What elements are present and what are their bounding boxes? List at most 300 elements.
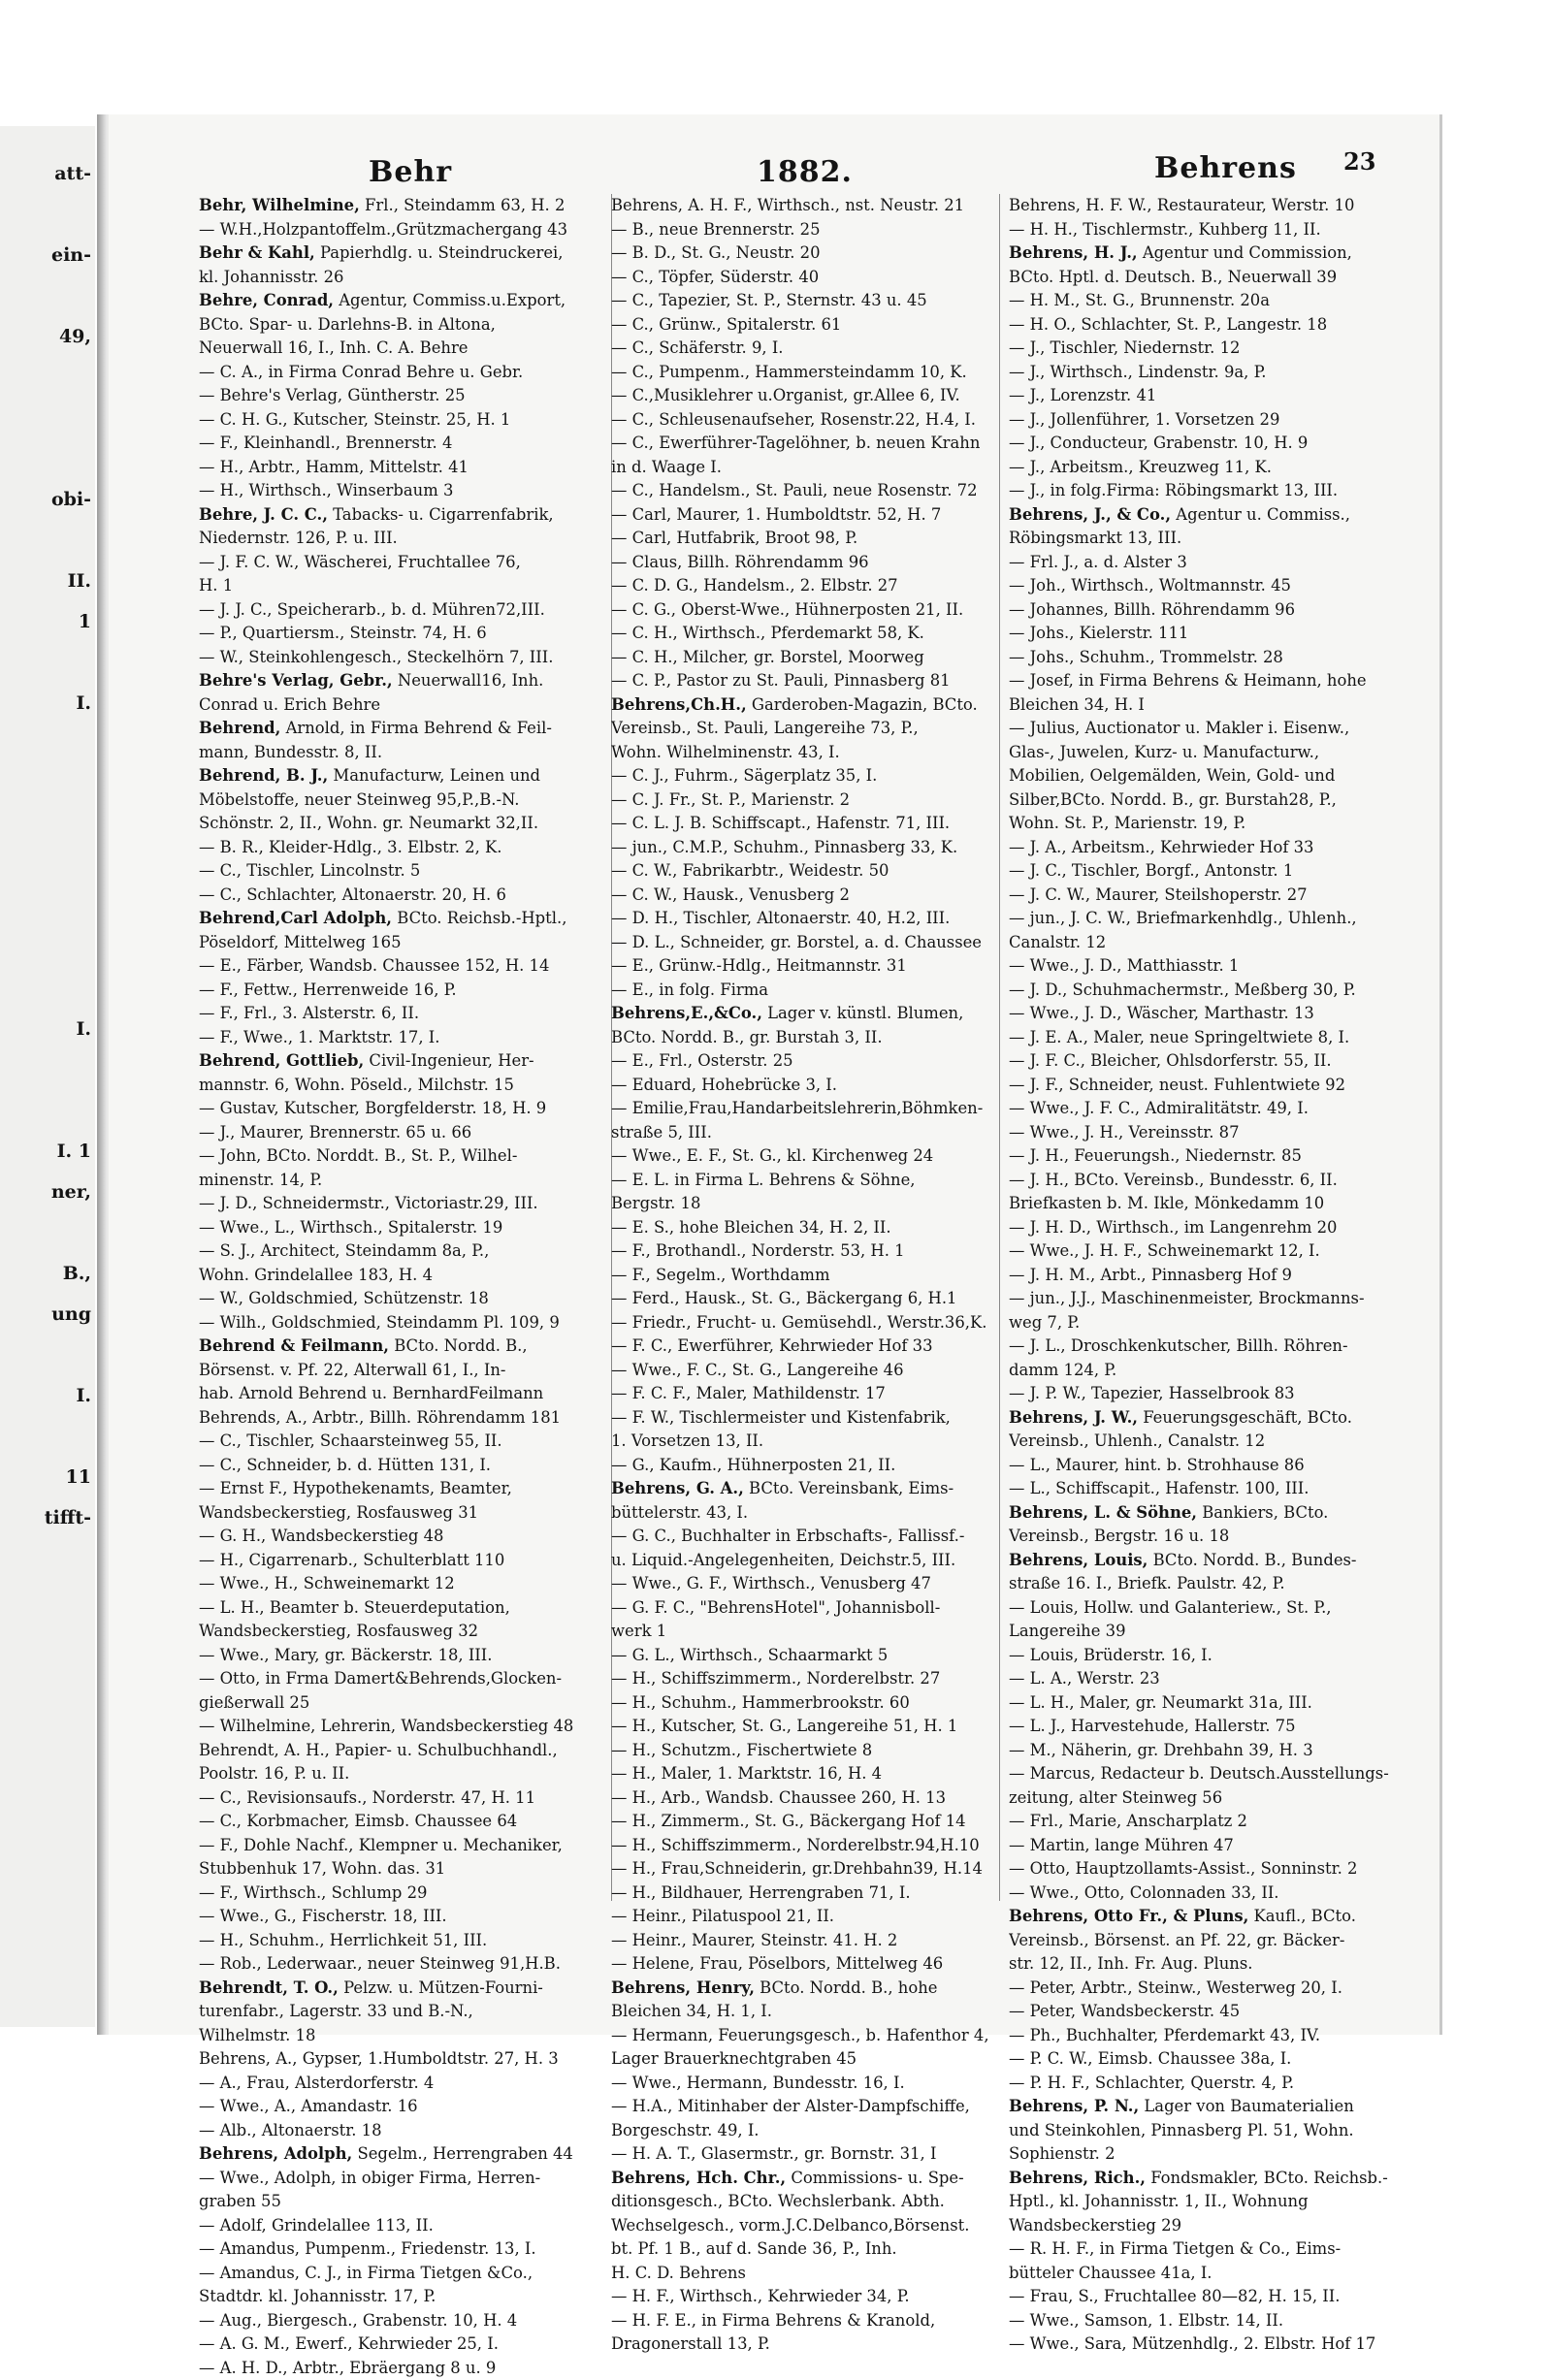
header-left: Behr [369,155,452,189]
entry-text: — Johannes, Billh. Röhrendamm 96 [1009,600,1295,619]
directory-entry [611,2214,999,2238]
directory-entry [199,2047,597,2072]
entry-name: Behrend,Carl Adolph, [199,909,392,927]
entry-text: — C. H., Milcher, gr. Borstel, Moorweg [611,648,924,666]
entry-text: — C. D. G., Handelsm., 2. Elbstr. 27 [611,576,898,595]
directory-entry [611,1905,999,1929]
entry-text: — C. H. G., Kutscher, Steinstr. 25, H. 1 [199,410,510,429]
entry-text: — C. W., Hausk., Venusberg 2 [611,885,850,904]
entry-text: — Otto, in Frma Damert&Behrends,Glocken- [199,1669,562,1688]
margin-fragment: tifft- [4,1509,91,1528]
entry-text: Borgeschstr. 49, I. [611,2121,760,2139]
directory-entry [1009,1335,1411,1359]
entry-text: — F., Segelm., Worthdamm [611,1266,830,1284]
header-year: 1882. [757,155,853,189]
directory-entry [199,1144,597,1169]
entry-text: — Wwe., Adolph, in obiger Firma, Herren- [199,2169,540,2187]
directory-entry [611,1169,999,1193]
directory-entry [611,1049,999,1074]
entry-name: Behrend, B. J., [199,766,328,785]
margin-fragment: ner, [4,1183,91,1202]
directory-entry [611,384,999,408]
entry-text: Wandsbeckerstieg, Rosfausweg 32 [199,1622,478,1640]
margin-fragment: I. [4,1387,91,1405]
entry-name: Behrend, Gottlieb, [199,1051,364,1070]
entry-text: Papierhdlg. u. Steindruckerei, [315,243,564,262]
directory-entry [199,1169,597,1193]
entry-text: — H., Schuhm., Herrlichkeit 51, III. [199,1931,487,1949]
directory-entry [199,2357,597,2380]
entry-text: — jun., J. C. W., Briefmarkenhdlg., Uhlenh., [1009,909,1357,927]
directory-entry [199,456,597,480]
directory-entry [199,2332,597,2357]
directory-entry [199,1454,597,1478]
directory-entry [611,2190,999,2214]
entry-text: — Martin, lange Mühren 47 [1009,1836,1234,1854]
directory-entry [1009,1002,1411,1026]
entry-text: BCto. Nordd. B., hohe [755,1978,938,1997]
entry-text: BCto. Hptl. d. Deutsch. B., Neuerwall 39 [1009,268,1337,286]
entry-text: Vereinsb., St. Pauli, Langereihe 73, P., [611,719,919,737]
directory-entry [1009,1572,1411,1596]
directory-entry [199,1002,597,1026]
entry-text: — Johs., Schuhm., Trommelstr. 28 [1009,648,1283,666]
directory-entry [199,669,597,693]
entry-text: — J., Jollenführer, 1. Vorsetzen 29 [1009,410,1279,429]
entry-text: — Otto, Hauptzollamts-Assist., Sonninstr. 2 [1009,1859,1357,1878]
directory-entry [1009,2047,1411,2072]
directory-entry [611,907,999,931]
entry-text: — M., Näherin, gr. Drehbahn 39, H. 3 [1009,1741,1313,1759]
directory-entry [199,788,597,813]
directory-entry [1009,1311,1411,1335]
directory-entry [199,741,597,765]
entry-text: — H., Arb., Wandsb. Chaussee 260, H. 13 [611,1788,946,1807]
directory-entry [199,2000,597,2024]
entry-text: — J. H., BCto. Vereinsb., Bundesstr. 6, II. [1009,1171,1338,1189]
directory-entry [1009,1406,1411,1431]
entry-text: — E., Grünw.-Hdlg., Heitmannstr. 31 [611,956,907,975]
entry-text: Vereinsb., Uhlenh., Canalstr. 12 [1009,1431,1265,1450]
directory-entry [199,1596,597,1621]
entry-text: — E., Frl., Osterstr. 25 [611,1051,793,1070]
entry-text: — Josef, in Firma Behrens & Heimann, hohe [1009,671,1367,690]
directory-entry [1009,1952,1411,1977]
entry-text: — Wwe., G., Fischerstr. 18, III. [199,1907,447,1925]
entry-text: — Julius, Auctionator u. Makler i. Eisenw., [1009,719,1349,737]
entry-text: — John, BCto. Norddt. B., St. P., Wilhel- [199,1146,517,1165]
directory-entry [199,1525,597,1549]
column-3 [1009,194,1411,2357]
directory-entry [199,1549,597,1573]
directory-entry [199,432,597,456]
directory-entry [199,2142,597,2167]
directory-entry [199,2167,597,2191]
directory-entry [611,2237,999,2262]
entry-text: — Wwe., Sara, Mützenhdlg., 2. Elbstr. Hof 17 [1009,2334,1375,2353]
entry-text: — jun., J.J., Maschinenmeister, Brockmanns- [1009,1289,1365,1307]
directory-entry [611,1739,999,1763]
entry-text: — D. L., Schneider, gr. Borstel, a. d. Chaussee [611,933,982,951]
entry-text: — Louis, Brüderstr. 16, I. [1009,1646,1212,1664]
margin-fragment: 1 [4,613,91,631]
directory-entry [1009,2000,1411,2024]
directory-entry [199,479,597,503]
directory-entry [611,1549,999,1573]
directory-entry [199,1382,597,1406]
entry-text: — Ernst F., Hypothekenamts, Beamter, [199,1479,512,1497]
entry-text: Vereinsb., Bergstr. 16 u. 18 [1009,1527,1229,1545]
directory-entry [1009,1762,1411,1786]
directory-entry [199,384,597,408]
directory-entry [1009,1049,1411,1074]
directory-entry [611,527,999,551]
directory-entry [1009,2309,1411,2333]
entry-text: — J. A., Arbeitsm., Kehrwieder Hof 33 [1009,838,1313,856]
directory-entry [199,646,597,670]
entry-name: Behre, J. C. C., [199,505,328,524]
directory-entry [611,1264,999,1288]
directory-entry [611,2262,999,2286]
entry-text: — Friedr., Frucht- u. Gemüsehdl., Werstr.36,K. [611,1313,986,1332]
entry-name: Behrens, Louis, [1009,1551,1148,1569]
entry-name: Behrens, Adolph, [199,2144,352,2163]
entry-text: Arnold, in Firma Behrend & Feil- [280,719,552,737]
directory-entry [199,1762,597,1786]
entry-text: — Wwe., J. F. C., Admiralitätstr. 49, I. [1009,1099,1309,1117]
entry-text: — Frau, S., Fruchtallee 80—82, H. 15, II. [1009,2287,1340,2305]
entry-text: — G. H., Wandsbeckerstieg 48 [199,1527,443,1545]
entry-text: — C. L. J. B. Schiffscapt., Hafenstr. 71, III. [611,814,950,832]
entry-text: — H., Wirthsch., Winserbaum 3 [199,481,453,499]
directory-entry [1009,1382,1411,1406]
entry-text: büttelerstr. 43, I. [611,1503,748,1522]
entry-text: — J. F. C., Bleicher, Ohlsdorferstr. 55, II. [1009,1051,1332,1070]
entry-text: — P. H. F., Schlachter, Querstr. 4, P. [1009,2074,1294,2092]
directory-entry [611,1715,999,1739]
entry-text: — B., neue Brennerstr. 25 [611,220,821,239]
directory-entry [611,1667,999,1691]
entry-name: Behre, Conrad, [199,291,334,309]
directory-entry [611,1216,999,1240]
entry-text: straße 5, III. [611,1123,712,1142]
directory-entry [611,693,999,718]
directory-entry [199,1406,597,1431]
directory-entry [199,907,597,931]
directory-entry [1009,408,1411,433]
entry-text: — W., Steinkohlengesch., Steckelhörn 7, III. [199,648,553,666]
directory-entry [611,1786,999,1811]
directory-entry [1009,1192,1411,1216]
directory-entry [199,1477,597,1501]
directory-entry [1009,2285,1411,2309]
directory-entry [611,313,999,338]
directory-entry [611,1977,999,2001]
entry-text: — C., Revisionsaufs., Norderstr. 47, H. 11 [199,1788,535,1807]
entry-text: — Amandus, Pumpenm., Friedenstr. 13, I. [199,2239,536,2258]
directory-entry [199,2024,597,2048]
directory-entry [1009,1905,1411,1929]
entry-text: in d. Waage I. [611,458,722,476]
directory-entry [611,2119,999,2143]
entry-text: und Steinkohlen, Pinnasberg Pl. 51, Wohn. [1009,2121,1354,2139]
entry-text: Garderoben-Magazin, BCto. [747,695,978,714]
directory-entry [611,337,999,361]
directory-entry [1009,1786,1411,1811]
directory-entry [1009,527,1411,551]
column-divider [999,194,1000,1901]
entry-text: — P., Quartiersm., Steinstr. 74, H. 6 [199,624,487,642]
directory-entry [1009,598,1411,623]
directory-entry [611,836,999,860]
entry-text: — C. A., in Firma Conrad Behre u. Gebr. [199,363,523,381]
directory-entry [1009,2262,1411,2286]
entry-text: weg 7, P. [1009,1313,1080,1332]
entry-text: Commissions- u. Spe- [786,2169,964,2187]
directory-entry [199,1905,597,1929]
entry-text: — Rob., Lederwaar., neuer Steinweg 91,H.B. [199,1954,561,1973]
directory-entry [1009,1216,1411,1240]
entry-text: Dragonerstall 13, P. [611,2334,770,2353]
entry-name: Behrend & Feilmann, [199,1336,389,1355]
directory-entry [611,2072,999,2096]
entry-text: — J. J. C., Speicherarb., b. d. Mühren72,III. [199,600,545,619]
entry-text: Röbingsmarkt 13, III. [1009,529,1181,547]
entry-text: — H. A. T., Glasermstr., gr. Bornstr. 31, I [611,2144,936,2163]
entry-text: — H. F., Wirthsch., Kehrwieder 34, P. [611,2287,910,2305]
directory-entry [199,194,597,218]
directory-entry [1009,361,1411,385]
entry-name: Behrens, Henry, [611,1978,755,1997]
entry-text: — J. H. M., Arbt., Pinnasberg Hof 9 [1009,1266,1292,1284]
directory-entry [611,1287,999,1311]
directory-entry [199,289,597,313]
entry-text: — E., Färber, Wandsb. Chaussee 152, H. 14 [199,956,549,975]
entry-text: — B. D., St. G., Neustr. 20 [611,243,821,262]
column-1 [199,194,597,2380]
directory-entry [199,1430,597,1454]
page-number: 23 [1343,147,1375,176]
entry-name: Behrens, J., & Co., [1009,505,1171,524]
entry-text: — Adolf, Grindelallee 113, II. [199,2216,434,2235]
entry-text: — F., Fettw., Herrenweide 16, P. [199,981,457,999]
entry-name: Behrens, G. A., [611,1479,744,1497]
directory-entry [611,289,999,313]
entry-text: H. C. D. Behrens [611,2264,746,2282]
entry-text: Langereihe 39 [1009,1622,1126,1640]
directory-entry [1009,812,1411,836]
entry-text: Pelzw. u. Mützen-Fourni- [339,1978,543,1997]
entry-text: zeitung, alter Steinweg 56 [1009,1788,1222,1807]
entry-text: — L. A., Werstr. 23 [1009,1669,1160,1688]
entry-text: — Ph., Buchhalter, Pferdemarkt 43, IV. [1009,2026,1320,2044]
entry-text: — Wilhelmine, Lehrerin, Wandsbeckerstieg 48 [199,1717,573,1735]
entry-text: — H. M., St. G., Brunnenstr. 20a [1009,291,1270,309]
entry-text: straße 16. I., Briefk. Paulstr. 42, P. [1009,1574,1285,1592]
directory-entry [1009,2119,1411,2143]
directory-entry [199,1074,597,1098]
entry-text: — C., Grünw., Spitalerstr. 61 [611,315,841,334]
entry-text: — J. C., Tischler, Borgf., Antonstr. 1 [1009,861,1293,880]
entry-text: — Hermann, Feuerungsgesch., b. Hafenthor 4, [611,2026,989,2044]
entry-text: Behrens, A. H. F., Wirthsch., nst. Neustr. 21 [611,196,964,214]
directory-entry [199,2190,597,2214]
entry-text: — F., Brothandl., Norderstr. 53, H. 1 [611,1241,905,1260]
entry-text: — J. D., Schuhmachermstr., Meßberg 30, P. [1009,981,1356,999]
directory-entry [611,1359,999,1383]
entry-text: — C. P., Pastor zu St. Pauli, Pinnasberg 81 [611,671,951,690]
directory-entry [611,1525,999,1549]
directory-entry [199,598,597,623]
entry-text: — J. E. A., Maler, neue Springeltwiete 8, I. [1009,1028,1349,1046]
directory-entry [611,646,999,670]
entry-text: gießerwall 25 [199,1693,309,1712]
directory-entry [199,1192,597,1216]
directory-entry [199,1264,597,1288]
directory-entry [611,2047,999,2072]
directory-entry [1009,2190,1411,2214]
entry-text: — G. L., Wirthsch., Schaarmarkt 5 [611,1646,888,1664]
directory-entry [1009,2095,1411,2119]
directory-entry [611,1929,999,1953]
entry-text: — J. F., Schneider, neust. Fuhlentwiete 92 [1009,1076,1345,1094]
entry-name: Behrens, Hch. Chr., [611,2169,786,2187]
directory-entry [199,218,597,242]
entry-text: turenfabr., Lagerstr. 33 und B.-N., [199,2002,473,2020]
entry-text: BCto. Nordd. B., [389,1336,528,1355]
entry-text: Vereinsb., Börsenst. an Pf. 22, gr. Bäcker- [1009,1931,1344,1949]
directory-entry [611,884,999,908]
directory-entry [199,1929,597,1953]
entry-text: mann, Bundesstr. 8, II. [199,743,382,761]
directory-entry [1009,2072,1411,2096]
entry-text: Briefkasten b. M. Ikle, Mönkedamm 10 [1009,1194,1324,1212]
entry-text: — H., Bildhauer, Herrengraben 71, I. [611,1883,911,1902]
entry-text: — C., Korbmacher, Eimsb. Chaussee 64 [199,1812,517,1830]
directory-entry [1009,1620,1411,1644]
directory-entry [1009,551,1411,575]
entry-text: — Carl, Hutfabrik, Broot 98, P. [611,529,857,547]
entry-text: Hptl., kl. Johannisstr. 1, II., Wohnung [1009,2192,1309,2210]
entry-text: Glas-, Juwelen, Kurz- u. Manufacturw., [1009,743,1319,761]
entry-text: Conrad u. Erich Behre [199,695,380,714]
directory-entry [1009,1477,1411,1501]
directory-entry [611,2309,999,2333]
directory-entry [1009,289,1411,313]
directory-entry [611,1074,999,1098]
entry-text: BCto. Nordd. B., gr. Burstah 3, II. [611,1028,883,1046]
directory-entry [611,1691,999,1716]
entry-text: — H. H., Tischlermstr., Kuhberg 11, II. [1009,220,1321,239]
entry-text: — C. W., Fabrikarbtr., Weidestr. 50 [611,861,889,880]
entry-text: — Ferd., Hausk., St. G., Bäckergang 6, H.1 [611,1289,956,1307]
directory-entry [611,1335,999,1359]
entry-text: Silber,BCto. Nordd. B., gr. Burstah28, P., [1009,790,1337,809]
entry-text: — Wwe., J. H. F., Schweinemarkt 12, I. [1009,1241,1320,1260]
entry-text: — C., Pumpenm., Hammersteindamm 10, K. [611,363,967,381]
entry-text: — Wwe., L., Wirthsch., Spitalerstr. 19 [199,1218,502,1237]
directory-entry [611,1572,999,1596]
directory-entry [1009,1144,1411,1169]
entry-text: — C., Töpfer, Süderstr. 40 [611,268,819,286]
directory-entry [611,456,999,480]
entry-text: — C., Schlachter, Altonaerstr. 20, H. 6 [199,885,506,904]
directory-entry [199,1216,597,1240]
directory-entry [199,1691,597,1716]
directory-entry [199,2214,597,2238]
directory-entry [199,979,597,1003]
entry-text: bütteler Chaussee 41a, I. [1009,2264,1212,2282]
directory-entry [1009,1881,1411,1906]
entry-text: Agentur und Commission, [1138,243,1352,262]
margin-fragment: 49, [4,328,91,346]
directory-entry [1009,479,1411,503]
directory-entry [199,408,597,433]
entry-text: Bleichen 34, H. I [1009,695,1145,714]
directory-entry [199,1667,597,1691]
entry-text: — L., Maurer, hint. b. Strohhause 86 [1009,1456,1305,1474]
entry-text: — C. J. Fr., St. P., Marienstr. 2 [611,790,850,809]
entry-text: — S. J., Architect, Steindamm 8a, P., [199,1241,489,1260]
entry-text: — F., Dohle Nachf., Klempner u. Mechaniker, [199,1836,563,1854]
directory-entry [199,266,597,290]
directory-entry [199,2095,597,2119]
entry-text: H. 1 [199,576,233,595]
directory-entry [1009,1644,1411,1668]
directory-entry [1009,1501,1411,1526]
entry-text: ditionsgesch., BCto. Wechslerbank. Abth. [611,2192,945,2210]
entry-text: — Eduard, Hohebrücke 3, I. [611,1076,837,1094]
directory-entry [199,1287,597,1311]
directory-entry [611,788,999,813]
entry-text: — Carl, Maurer, 1. Humboldtstr. 52, H. 7 [611,505,941,524]
margin-fragment: ein- [4,246,91,265]
directory-entry [611,1857,999,1881]
directory-entry [611,598,999,623]
directory-entry [611,1810,999,1834]
entry-text: Stadtdr. kl. Johannisstr. 17, P. [199,2287,436,2305]
entry-text: Lager v. künstl. Blumen, [762,1004,963,1022]
entry-text: — Johs., Kielerstr. 111 [1009,624,1188,642]
entry-text: Civil-Ingenieur, Her- [364,1051,534,1070]
entry-text: — H., Schutzm., Fischertwiete 8 [611,1741,872,1759]
directory-entry [1009,574,1411,598]
entry-text: — J., Tischler, Niedernstr. 12 [1009,338,1240,357]
directory-entry [199,1311,597,1335]
directory-entry [199,2309,597,2333]
directory-entry [199,527,597,551]
entry-text: Frl., Steindamm 63, H. 2 [360,196,566,214]
entry-text: hab. Arnold Behrend u. BernhardFeilmann [199,1384,543,1402]
directory-entry [1009,717,1411,741]
entry-text: — C., Tapezier, St. P., Sternstr. 43 u. 45 [611,291,927,309]
entry-text: Manufacturw, Leinen und [328,766,540,785]
directory-entry [1009,432,1411,456]
entry-text: — F., Kleinhandl., Brennerstr. 4 [199,434,452,452]
entry-text: — J. L., Droschkenkutscher, Billh. Röhren- [1009,1336,1348,1355]
directory-entry [1009,1525,1411,1549]
entry-text: — Wwe., Mary, gr. Bäckerstr. 18, III. [199,1646,492,1664]
directory-entry [199,2262,597,2286]
directory-entry [1009,1977,1411,2001]
directory-entry [199,503,597,528]
entry-name: Behrendt, T. O., [199,1978,339,1997]
directory-entry [611,2095,999,2119]
entry-text: Behrendt, A. H., Papier- u. Schulbuchhandl., [199,1741,558,1759]
entry-text: Kaufl., BCto. [1248,1907,1356,1925]
directory-entry [1009,1739,1411,1763]
directory-entry [1009,1169,1411,1193]
